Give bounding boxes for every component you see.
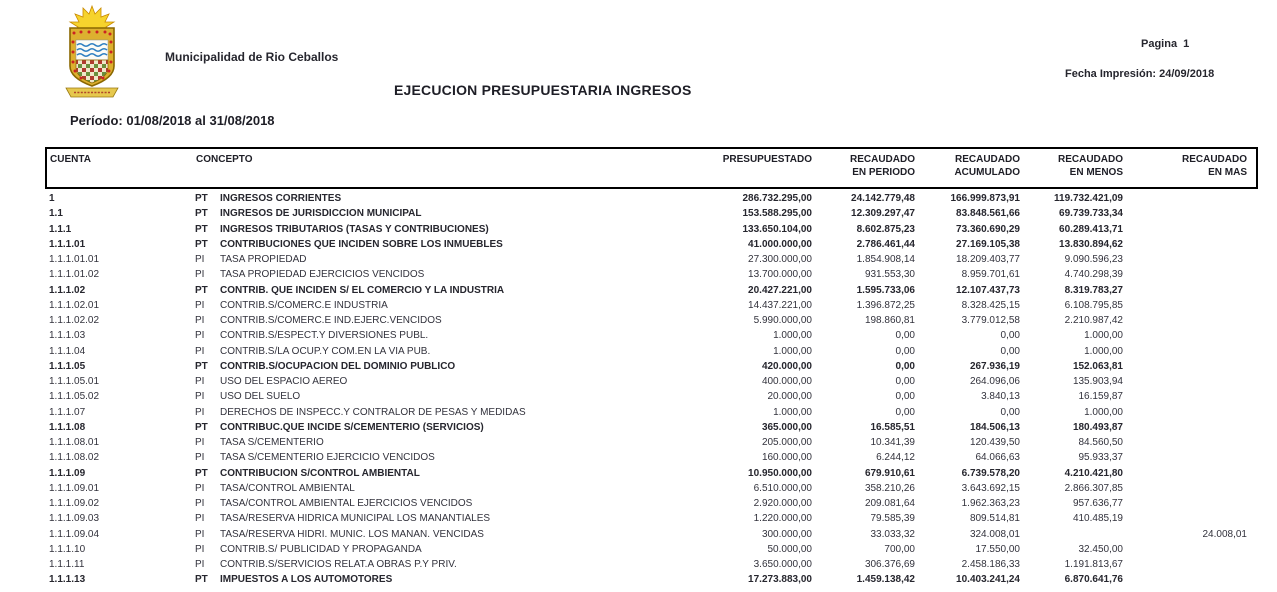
tipo-cell: PT (195, 238, 208, 250)
recaudado-en-menos-cell: 4.740.298,39 (1064, 269, 1123, 281)
recaudado-en-mas-cell (1123, 557, 1247, 572)
recaudado-en-periodo-cell: 12.309.297,47 (851, 208, 915, 220)
recaudado-en-menos-cell: 69.739.733,34 (1059, 208, 1123, 220)
cuenta-cell: 1.1.1.02.01 (49, 299, 100, 311)
table-row (45, 298, 1247, 313)
presupuestado-cell: 3.650.000,00 (753, 559, 812, 570)
recaudado-acumulado-cell: 0,00 (1000, 406, 1020, 418)
municipal-coat-of-arms-logo (58, 4, 126, 104)
recaudado-en-periodo-cell: 2.786.461,44 (856, 238, 915, 250)
cuenta-cell: 1.1.1.08.02 (49, 452, 100, 464)
presupuestado-cell: 6.510.000,00 (753, 482, 812, 494)
cuenta-cell: 1.1.1.05.01 (49, 376, 100, 387)
recaudado-en-mas-cell (1123, 542, 1247, 557)
presupuestado-cell: 400.000,00 (761, 376, 812, 387)
tipo-cell: PI (195, 330, 205, 342)
tipo-cell: PI (195, 299, 205, 311)
concepto-cell: TASA/CONTROL AMBIENTAL (220, 482, 355, 494)
presupuestado-cell: 205.000,00 (761, 437, 812, 448)
table-row (45, 572, 1247, 587)
table-row (45, 344, 1247, 359)
concepto-cell: USO DEL ESPACIO AEREO (220, 376, 348, 387)
recaudado-en-periodo-cell: 0,00 (895, 330, 915, 342)
concepto-cell: CONTRIB.S/SERVICIOS RELAT.A OBRAS P.Y PRIV. (220, 559, 457, 570)
cuenta-cell: 1.1.1.09.02 (49, 498, 100, 509)
recaudado-en-menos-cell: 8.319.783,27 (1064, 284, 1123, 296)
recaudado-acumulado-cell: 2.458.186,33 (961, 559, 1020, 570)
table-row (45, 191, 1247, 206)
recaudado-en-periodo-cell: 33.033,32 (870, 528, 915, 540)
presupuestado-cell: 41.000.000,00 (748, 238, 812, 250)
recaudado-en-mas-cell (1123, 420, 1247, 435)
cuenta-cell: 1.1 (49, 208, 63, 220)
recaudado-acumulado-cell: 3.840,13 (981, 391, 1020, 403)
concepto-cell: USO DEL SUELO (220, 391, 301, 403)
table-row (45, 511, 1247, 526)
recaudado-en-mas-cell: 24.008,01 (1202, 528, 1247, 540)
concepto-cell: INGRESOS DE JURISDICCION MUNICIPAL (220, 208, 422, 220)
concepto-cell: CONTRIBUCION S/CONTROL AMBIENTAL (220, 467, 420, 479)
recaudado-en-mas-cell (1123, 466, 1247, 481)
recaudado-acumulado-cell: 18.209.403,77 (956, 254, 1020, 265)
cuenta-cell: 1.1.1.09 (49, 467, 86, 479)
recaudado-acumulado-cell: 8.959.701,61 (961, 269, 1020, 281)
recaudado-en-mas-cell (1123, 405, 1247, 420)
concepto-cell: TASA PROPIEDAD (220, 254, 307, 265)
cuenta-cell: 1.1.1.03 (49, 330, 86, 342)
recaudado-en-mas-cell (1123, 267, 1247, 282)
recaudado-acumulado-cell: 120.439,50 (969, 437, 1020, 448)
cuenta-cell: 1.1.1.02 (49, 284, 86, 296)
table-row (45, 206, 1247, 221)
presupuestado-cell: 27.300.000,00 (748, 254, 812, 265)
table-row (45, 222, 1247, 237)
presupuestado-cell: 20.000,00 (767, 391, 812, 403)
concepto-cell: TASA PROPIEDAD EJERCICIOS VENCIDOS (220, 269, 425, 281)
presupuestado-cell: 153.588.295,00 (742, 208, 812, 220)
cuenta-cell: 1.1.1.05.02 (49, 391, 100, 403)
recaudado-en-periodo-cell: 10.341,39 (870, 437, 915, 448)
cuenta-cell: 1.1.1.10 (49, 543, 86, 555)
table-row (45, 542, 1247, 557)
cuenta-cell: 1.1.1.02.02 (49, 315, 100, 326)
table-body (45, 191, 1247, 588)
tipo-cell: PI (195, 406, 205, 418)
recaudado-en-menos-cell: 2.210.987,42 (1064, 315, 1123, 326)
presupuestado-cell: 13.700.000,00 (748, 269, 812, 281)
tipo-cell: PI (195, 482, 205, 494)
presupuestado-cell: 50.000,00 (767, 543, 812, 555)
tipo-cell: PT (195, 193, 208, 204)
tipo-cell: PI (195, 528, 205, 540)
tipo-cell: PI (195, 345, 205, 357)
recaudado-en-menos-cell: 60.289.413,71 (1059, 223, 1123, 235)
col-header-recaudado-en-periodo: RECAUDADO EN PERIODO (850, 154, 915, 178)
recaudado-en-periodo-cell: 0,00 (895, 406, 915, 418)
recaudado-en-mas-cell (1123, 481, 1247, 496)
recaudado-en-periodo-cell: 8.602.875,23 (856, 223, 915, 235)
recaudado-acumulado-cell: 809.514,81 (969, 513, 1020, 525)
recaudado-acumulado-cell: 12.107.437,73 (956, 284, 1020, 296)
tipo-cell: PI (195, 543, 205, 555)
presupuestado-cell: 20.427.221,00 (748, 284, 812, 296)
table-row (45, 527, 1247, 542)
recaudado-en-mas-cell (1123, 191, 1247, 206)
concepto-cell: CONTRIB.S/ PUBLICIDAD Y PROPAGANDA (220, 543, 422, 555)
recaudado-en-periodo-cell: 16.585,51 (870, 421, 915, 433)
recaudado-en-mas-cell (1123, 313, 1247, 328)
col-header-presupuestado: PRESUPUESTADO (722, 154, 812, 165)
table-row (45, 405, 1247, 420)
recaudado-acumulado-cell: 73.360.690,29 (956, 223, 1020, 235)
recaudado-en-periodo-cell: 679.910,61 (864, 467, 915, 479)
recaudado-en-mas-cell (1123, 374, 1247, 389)
page-number: Pagina 1 (1141, 38, 1190, 50)
table-row (45, 359, 1247, 374)
coat-of-arms-icon (58, 4, 126, 104)
table-row (45, 252, 1247, 267)
tipo-cell: PI (195, 315, 205, 326)
cuenta-cell: 1.1.1 (49, 223, 72, 235)
cuenta-cell: 1.1.1.11 (49, 559, 85, 570)
tipo-cell: PI (195, 254, 205, 265)
col-header-cuenta: CUENTA (50, 154, 91, 165)
table-row (45, 450, 1247, 465)
recaudado-en-menos-cell: 135.903,94 (1072, 376, 1123, 387)
table-row (45, 435, 1247, 450)
concepto-cell: TASA S/CEMENTERIO (220, 437, 324, 448)
concepto-cell: TASA/CONTROL AMBIENTAL EJERCICIOS VENCIDOS (220, 498, 473, 509)
recaudado-en-mas-cell (1123, 283, 1247, 298)
cuenta-cell: 1.1.1.01 (49, 238, 86, 250)
concepto-cell: TASA/RESERVA HIDRI. MUNIC. LOS MANAN. VENCIDAS (220, 528, 484, 540)
concepto-cell: CONTRIB.S/COMERC.E INDUSTRIA (220, 299, 388, 311)
presupuestado-cell: 286.732.295,00 (742, 193, 812, 204)
recaudado-acumulado-cell: 0,00 (1000, 330, 1020, 342)
table-row (45, 420, 1247, 435)
recaudado-en-periodo-cell: 1.595.733,06 (856, 284, 915, 296)
report-title: EJECUCION PRESUPUESTARIA INGRESOS (394, 82, 692, 98)
recaudado-acumulado-cell: 184.506,13 (969, 421, 1020, 433)
presupuestado-cell: 1.220.000,00 (753, 513, 812, 525)
tipo-cell: PT (195, 223, 208, 235)
table-row (45, 481, 1247, 496)
recaudado-en-periodo-cell: 1.396.872,25 (856, 299, 915, 311)
cuenta-cell: 1.1.1.04 (49, 345, 86, 357)
table-row (45, 328, 1247, 343)
table-row (45, 313, 1247, 328)
recaudado-en-periodo-cell: 198.860,81 (864, 315, 915, 326)
recaudado-en-periodo-cell: 1.854.908,14 (856, 254, 915, 265)
tipo-cell: PT (195, 360, 208, 372)
concepto-cell: CONTRIBUC.QUE INCIDE S/CEMENTERIO (SERVICIOS) (220, 421, 484, 433)
cuenta-cell: 1.1.1.01.02 (49, 269, 100, 281)
recaudado-en-mas-cell (1123, 389, 1247, 404)
tipo-cell: PI (195, 437, 205, 448)
cuenta-cell: 1.1.1.09.01 (49, 482, 100, 494)
recaudado-acumulado-cell: 3.779.012,58 (961, 315, 1020, 326)
recaudado-acumulado-cell: 264.096,06 (969, 376, 1020, 387)
recaudado-en-periodo-cell: 306.376,69 (864, 559, 915, 570)
table-row (45, 389, 1247, 404)
recaudado-acumulado-cell: 324.008,01 (969, 528, 1020, 540)
tipo-cell: PI (195, 513, 205, 525)
recaudado-acumulado-cell: 64.066,63 (975, 452, 1020, 464)
presupuestado-cell: 17.273.883,00 (748, 574, 812, 586)
recaudado-en-menos-cell: 119.732.421,09 (1054, 193, 1123, 204)
tipo-cell: PT (195, 421, 208, 433)
concepto-cell: IMPUESTOS A LOS AUTOMOTORES (220, 574, 393, 586)
table-header-row (45, 153, 1247, 179)
recaudado-en-menos-cell: 1.000,00 (1084, 345, 1123, 357)
recaudado-acumulado-cell: 3.643.692,15 (961, 482, 1020, 494)
cuenta-cell: 1.1.1.13 (49, 574, 86, 586)
presupuestado-cell: 1.000,00 (773, 345, 812, 357)
recaudado-en-periodo-cell: 358.210,26 (864, 482, 915, 494)
cuenta-cell: 1.1.1.08.01 (49, 437, 100, 448)
recaudado-en-mas-cell (1123, 359, 1247, 374)
tipo-cell: PT (195, 574, 208, 586)
tipo-cell: PI (195, 269, 205, 281)
recaudado-en-mas-cell (1123, 496, 1247, 511)
tipo-cell: PT (195, 467, 208, 479)
recaudado-en-periodo-cell: 6.244,12 (876, 452, 915, 464)
presupuestado-cell: 160.000,00 (761, 452, 812, 464)
recaudado-acumulado-cell: 17.550,00 (975, 543, 1020, 555)
recaudado-en-mas-cell (1123, 450, 1247, 465)
recaudado-acumulado-cell: 267.936,19 (969, 360, 1020, 372)
tipo-cell: PI (195, 452, 205, 464)
recaudado-en-mas-cell (1123, 206, 1247, 221)
table-row (45, 496, 1247, 511)
concepto-cell: DERECHOS DE INSPECC.Y CONTRALOR DE PESAS Y MEDIDAS (220, 406, 526, 418)
recaudado-acumulado-cell: 1.962.363,23 (961, 498, 1020, 509)
recaudado-en-periodo-cell: 0,00 (895, 345, 915, 357)
concepto-cell: CONTRIBUCIONES QUE INCIDEN SOBRE LOS INMUEBLES (220, 238, 503, 250)
recaudado-en-mas-cell (1123, 298, 1247, 313)
presupuestado-cell: 300.000,00 (761, 528, 812, 540)
recaudado-en-periodo-cell: 209.081,64 (864, 498, 915, 509)
recaudado-acumulado-cell: 166.999.873,91 (950, 193, 1020, 204)
recaudado-acumulado-cell: 8.328.425,15 (961, 299, 1020, 311)
recaudado-en-mas-cell (1123, 328, 1247, 343)
table-row (45, 237, 1247, 252)
table-row (45, 267, 1247, 282)
concepto-cell: INGRESOS TRIBUTARIOS (TASAS Y CONTRIBUCIONES) (220, 223, 489, 235)
recaudado-en-periodo-cell: 0,00 (895, 360, 915, 372)
recaudado-acumulado-cell: 10.403.241,24 (956, 574, 1020, 586)
concepto-cell: TASA S/CEMENTERIO EJERCICIO VENCIDOS (220, 452, 435, 464)
presupuestado-cell: 10.950.000,00 (748, 467, 812, 479)
recaudado-en-menos-cell (1020, 527, 1123, 542)
print-date: Fecha Impresión: 24/09/2018 (1065, 68, 1215, 80)
recaudado-en-menos-cell: 13.830.894,62 (1059, 238, 1123, 250)
recaudado-acumulado-cell: 6.739.578,20 (961, 467, 1020, 479)
concepto-cell: CONTRIB.S/LA OCUP.Y COM.EN LA VIA PUB. (220, 345, 431, 357)
col-header-recaudado-acumulado: RECAUDADO ACUMULADO (954, 154, 1020, 178)
period-label: Período: 01/08/2018 al 31/08/2018 (70, 113, 275, 128)
recaudado-en-menos-cell: 1.191.813,67 (1064, 559, 1123, 570)
recaudado-acumulado-cell: 0,00 (1000, 345, 1020, 357)
recaudado-en-mas-cell (1123, 252, 1247, 267)
recaudado-en-menos-cell: 16.159,87 (1078, 391, 1123, 403)
recaudado-en-menos-cell: 410.485,19 (1072, 513, 1123, 525)
concepto-cell: CONTRIB.S/COMERC.E IND.EJERC.VENCIDOS (220, 315, 442, 326)
cuenta-cell: 1.1.1.09.03 (49, 513, 100, 525)
presupuestado-cell: 420.000,00 (761, 360, 812, 372)
recaudado-en-menos-cell: 84.560,50 (1078, 437, 1123, 448)
recaudado-en-menos-cell: 9.090.596,23 (1064, 254, 1123, 265)
recaudado-en-mas-cell (1123, 237, 1247, 252)
table-row (45, 466, 1247, 481)
cuenta-cell: 1.1.1.05 (49, 360, 86, 372)
concepto-cell: CONTRIB.S/ESPECT.Y DIVERSIONES PUBL. (220, 330, 429, 342)
table-row (45, 283, 1247, 298)
concepto-cell: INGRESOS CORRIENTES (220, 193, 342, 204)
recaudado-en-menos-cell: 6.870.641,76 (1064, 574, 1123, 586)
presupuestado-cell: 1.000,00 (773, 330, 812, 342)
cuenta-cell: 1.1.1.08 (49, 421, 86, 433)
recaudado-en-mas-cell (1123, 572, 1247, 587)
recaudado-acumulado-cell: 83.848.561,66 (956, 208, 1020, 220)
recaudado-en-periodo-cell: 24.142.779,48 (851, 193, 915, 204)
tipo-cell: PT (195, 284, 208, 296)
recaudado-en-mas-cell (1123, 222, 1247, 237)
cuenta-cell: 1.1.1.07 (49, 406, 86, 418)
recaudado-en-periodo-cell: 700,00 (884, 543, 915, 555)
recaudado-en-mas-cell (1123, 435, 1247, 450)
presupuestado-cell: 2.920.000,00 (753, 498, 812, 509)
tipo-cell: PI (195, 391, 205, 403)
recaudado-en-menos-cell: 180.493,87 (1072, 421, 1123, 433)
recaudado-en-periodo-cell: 0,00 (895, 376, 915, 387)
recaudado-acumulado-cell: 27.169.105,38 (956, 238, 1020, 250)
recaudado-en-menos-cell: 4.210.421,80 (1064, 467, 1123, 479)
recaudado-en-menos-cell: 1.000,00 (1084, 406, 1123, 418)
recaudado-en-menos-cell: 2.866.307,85 (1064, 482, 1123, 494)
tipo-cell: PI (195, 376, 205, 387)
recaudado-en-periodo-cell: 931.553,30 (864, 269, 915, 281)
recaudado-en-menos-cell: 1.000,00 (1084, 330, 1123, 342)
presupuestado-cell: 133.650.104,00 (742, 223, 812, 235)
recaudado-en-periodo-cell: 79.585,39 (870, 513, 915, 525)
col-header-recaudado-en-mas: RECAUDADO EN MAS (1182, 154, 1247, 178)
cuenta-cell: 1.1.1.09.04 (49, 528, 100, 540)
cuenta-cell: 1 (49, 193, 55, 204)
concepto-cell: CONTRIB.S/OCUPACION DEL DOMINIO PUBLICO (220, 360, 456, 372)
recaudado-en-periodo-cell: 0,00 (895, 391, 915, 403)
recaudado-en-periodo-cell: 1.459.138,42 (856, 574, 915, 586)
presupuestado-cell: 5.990.000,00 (753, 315, 812, 326)
recaudado-en-menos-cell: 95.933,37 (1078, 452, 1123, 464)
presupuestado-cell: 1.000,00 (773, 406, 812, 418)
recaudado-en-mas-cell (1123, 511, 1247, 526)
col-header-recaudado-en-menos: RECAUDADO EN MENOS (1058, 154, 1123, 178)
presupuestado-cell: 365.000,00 (761, 421, 812, 433)
table-row (45, 374, 1247, 389)
concepto-cell: CONTRIB. QUE INCIDEN S/ EL COMERCIO Y LA INDUSTRIA (220, 284, 505, 296)
col-header-concepto: CONCEPTO (196, 154, 253, 165)
tipo-cell: PT (195, 208, 208, 220)
recaudado-en-menos-cell: 152.063,81 (1072, 360, 1123, 372)
recaudado-en-menos-cell: 957.636,77 (1072, 498, 1123, 509)
recaudado-en-menos-cell: 32.450,00 (1078, 543, 1123, 555)
organization-name: Municipalidad de Rio Ceballos (165, 50, 339, 64)
tipo-cell: PI (195, 559, 205, 570)
recaudado-en-menos-cell: 6.108.795,85 (1064, 299, 1123, 311)
recaudado-en-mas-cell (1123, 344, 1247, 359)
concepto-cell: TASA/RESERVA HIDRICA MUNICIPAL LOS MANANTIALES (220, 513, 491, 525)
presupuestado-cell: 14.437.221,00 (748, 299, 812, 311)
tipo-cell: PI (195, 498, 205, 509)
cuenta-cell: 1.1.1.01.01 (49, 254, 100, 265)
table-row (45, 557, 1247, 572)
